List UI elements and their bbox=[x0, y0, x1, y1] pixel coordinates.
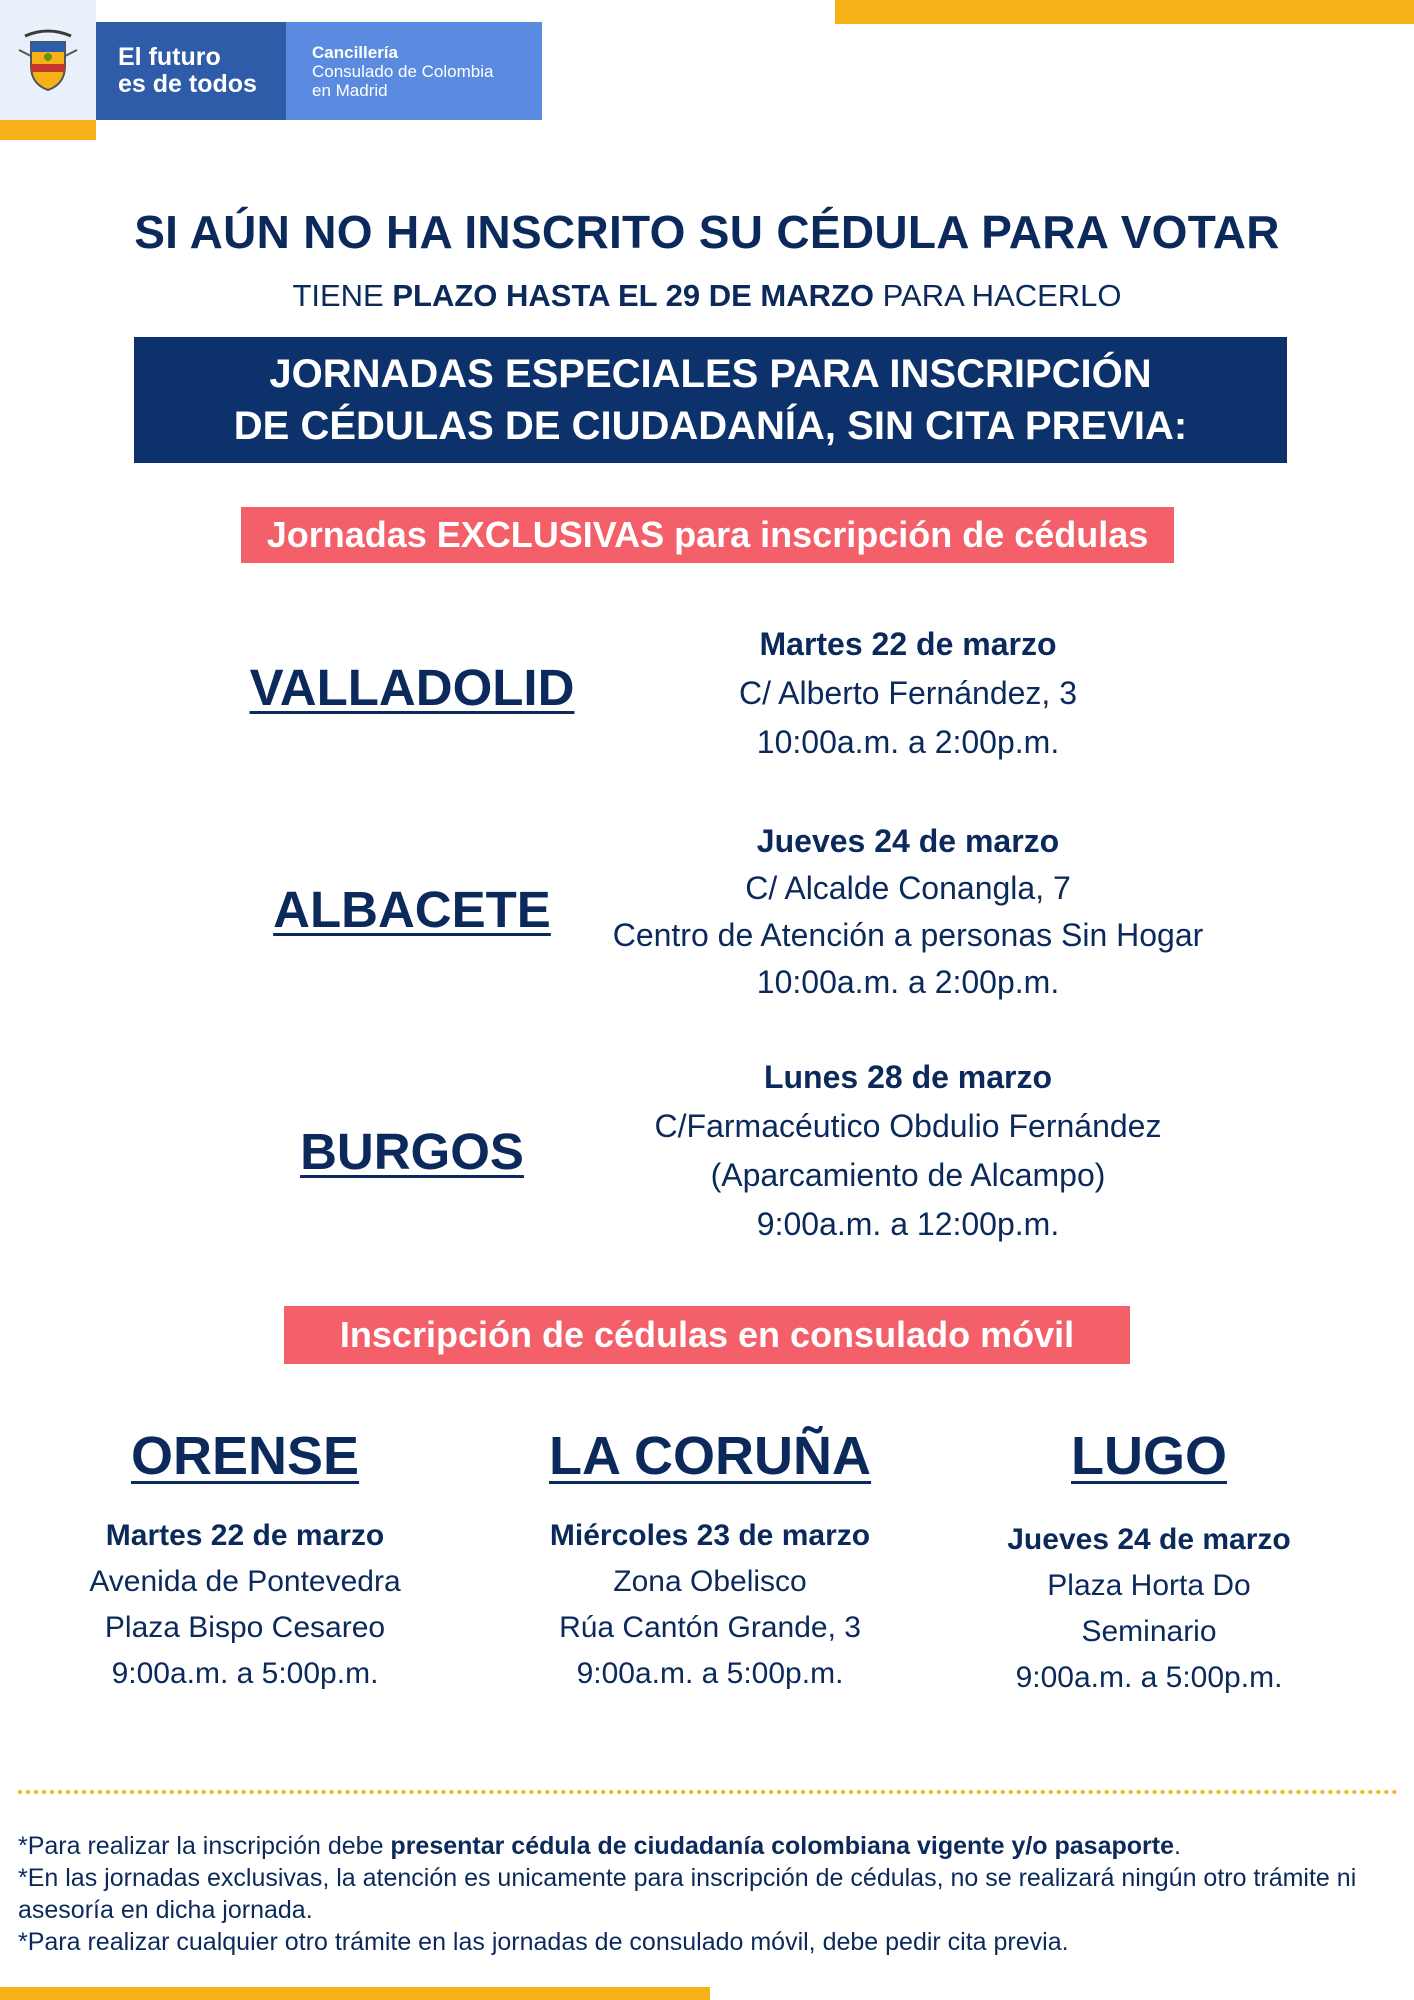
note-1 bbox=[18, 1830, 1403, 1862]
event-venue: Seminario bbox=[1081, 1615, 1217, 1648]
event-date: Jueves 24 de marzo bbox=[756, 823, 1060, 859]
organization-name bbox=[286, 22, 542, 120]
event-hours: 10:00a.m. a 2:00p.m. bbox=[756, 724, 1060, 760]
event-venue: Plaza Bispo Cesareo bbox=[104, 1611, 386, 1644]
coat-of-arms-container bbox=[0, 0, 96, 120]
event-address: Zona Obelisco bbox=[613, 1565, 807, 1598]
event-address: C/ Alberto Fernández, 3 bbox=[739, 675, 1077, 711]
event-address: Avenida de Pontevedra bbox=[89, 1565, 401, 1598]
page-title: SI AÚN NO HA INSCRITO SU CÉDULA PARA VOTAR bbox=[134, 206, 1280, 258]
event-address: C/Farmacéutico Obdulio Fernández bbox=[654, 1108, 1162, 1144]
event-date: Martes 22 de marzo bbox=[105, 1519, 385, 1552]
event-hours: 10:00a.m. a 2:00p.m. bbox=[756, 964, 1060, 1000]
note-1-bold: presentar cédula de ciudadanía colombiana vigente y/o pasaporte bbox=[390, 1832, 1174, 1860]
city-burgos: BURGOS bbox=[300, 1123, 524, 1180]
event-burgos bbox=[588, 1053, 1228, 1249]
note-2: *En las jornadas exclusivas, la atención es unicamente para inscripción de cédulas, no se realizará ningún otro trámite ni asesoría en dicha jornada. bbox=[18, 1864, 1357, 1924]
city-valladolid: VALLADOLID bbox=[249, 659, 575, 716]
brand-line-2: es de todos bbox=[118, 70, 257, 98]
banner-line-2: DE CÉDULAS DE CIUDADANÍA, SIN CITA PREVIA: bbox=[233, 404, 1188, 448]
event-details bbox=[929, 1517, 1369, 1701]
city-orense: ORENSE bbox=[130, 1426, 360, 1486]
event-details bbox=[25, 1513, 465, 1697]
event-address: Plaza Horta Do bbox=[1047, 1569, 1251, 1602]
event-address: C/ Alcalde Conangla, 7 bbox=[745, 870, 1071, 906]
city-lugo: LUGO bbox=[1071, 1426, 1227, 1486]
org-line-3: en Madrid bbox=[312, 80, 388, 100]
event-hours: 9:00a.m. a 5:00p.m. bbox=[111, 1657, 379, 1690]
event-date: Martes 22 de marzo bbox=[759, 626, 1057, 662]
event-date: Jueves 24 de marzo bbox=[1007, 1523, 1291, 1556]
mobile-event-orense bbox=[25, 1425, 465, 1697]
city-la-coruna: LA CORUÑA bbox=[549, 1426, 871, 1486]
subtitle-post: PARA HACERLO bbox=[874, 278, 1122, 313]
subtitle-pre: TIENE bbox=[292, 278, 393, 313]
event-date: Lunes 28 de marzo bbox=[763, 1059, 1053, 1095]
top-right-stripe bbox=[835, 0, 1414, 24]
bottom-left-stripe bbox=[0, 1987, 710, 2000]
event-hours: 9:00a.m. a 5:00p.m. bbox=[1015, 1661, 1283, 1694]
mobile-event-la-coruna bbox=[490, 1425, 930, 1697]
event-venue: Centro de Atención a personas Sin Hogar bbox=[612, 917, 1204, 953]
event-date: Miércoles 23 de marzo bbox=[549, 1519, 871, 1552]
event-albacete bbox=[588, 818, 1228, 1006]
event-hours: 9:00a.m. a 12:00p.m. bbox=[756, 1206, 1060, 1242]
note-3: *Para realizar cualquier otro trámite en las jornadas de consulado móvil, debe pedir cita previa. bbox=[18, 1928, 1069, 1956]
special-sessions-banner bbox=[134, 337, 1287, 463]
org-line-2: Consulado de Colombia bbox=[312, 61, 494, 81]
subtitle-deadline: PLAZO HASTA EL 29 DE MARZO bbox=[392, 278, 875, 313]
note-1-post: . bbox=[1174, 1832, 1181, 1860]
event-details bbox=[490, 1513, 930, 1697]
event-venue: (Aparcamiento de Alcampo) bbox=[710, 1157, 1106, 1193]
event-venue: Rúa Cantón Grande, 3 bbox=[559, 1611, 861, 1644]
event-hours: 9:00a.m. a 5:00p.m. bbox=[576, 1657, 844, 1690]
org-line-1: Cancillería bbox=[312, 42, 398, 62]
footnotes bbox=[18, 1830, 1403, 1958]
event-valladolid bbox=[588, 620, 1228, 767]
note-1-pre: *Para realizar la inscripción debe bbox=[18, 1832, 391, 1860]
dotted-divider bbox=[18, 1790, 1398, 1794]
mobile-event-lugo bbox=[929, 1425, 1369, 1701]
city-albacete: ALBACETE bbox=[273, 881, 551, 938]
exclusive-sessions-heading: Jornadas EXCLUSIVAS para inscripción de cédulas bbox=[241, 507, 1174, 563]
mobile-consulate-heading: Inscripción de cédulas en consulado móvil bbox=[284, 1306, 1130, 1364]
brand-line-1: El futuro bbox=[118, 43, 221, 71]
banner-line-1: JORNADAS ESPECIALES PARA INSCRIPCIÓN bbox=[269, 352, 1152, 396]
page-subtitle bbox=[0, 278, 1414, 314]
brand-slogan bbox=[96, 22, 286, 120]
colombia-coat-of-arms-icon bbox=[17, 26, 79, 94]
